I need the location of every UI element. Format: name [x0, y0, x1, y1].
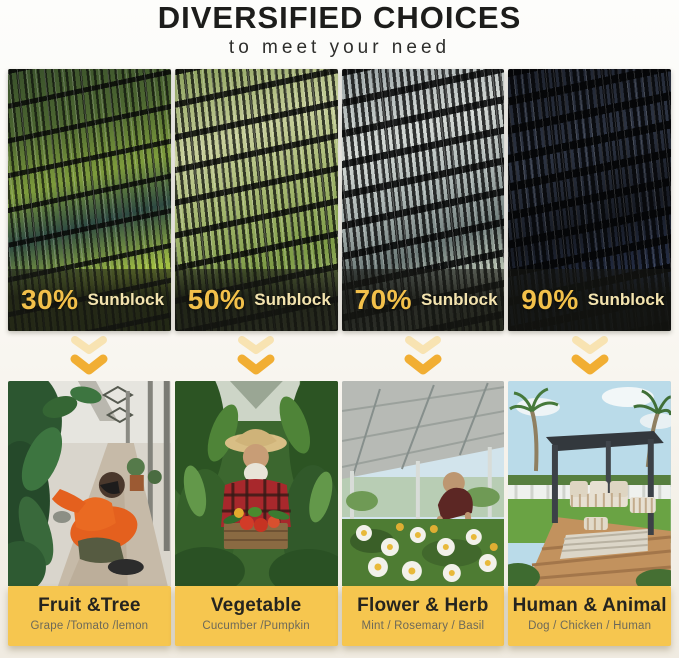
use-case-subtitle: Grape /Tomato /lemon — [30, 620, 149, 632]
use-case-vegetable — [175, 381, 338, 646]
double-chevron-down-icon — [8, 334, 171, 378]
sunblock-caption-70 — [342, 269, 505, 331]
use-case-title: Flower & Herb — [357, 595, 489, 616]
use-case-subtitle: Mint / Rosemary / Basil — [361, 620, 485, 632]
sunblock-label: Sunblock — [421, 290, 498, 309]
use-case-card-flower-herb — [342, 586, 505, 646]
shade-net-sample-70 — [342, 69, 505, 331]
double-chevron-down-icon — [175, 334, 338, 378]
header — [0, 0, 679, 60]
sunblock-caption-30 — [8, 269, 171, 331]
use-case-title: Human & Animal — [512, 595, 667, 616]
shade-net-sample-50 — [175, 69, 338, 331]
sunblock-caption-90 — [508, 269, 671, 331]
sunblock-label: Sunblock — [254, 290, 331, 309]
use-case-subtitle: Cucumber /Pumpkin — [202, 620, 310, 632]
use-case-flower-herb — [342, 381, 505, 646]
use-case-card-fruit-tree — [8, 586, 171, 646]
photo-fruit-tree-greenhouse — [8, 381, 171, 586]
double-chevron-down-icon — [342, 334, 505, 378]
use-case-title: Vegetable — [210, 595, 302, 616]
shade-net-samples-row — [8, 69, 671, 331]
use-case-subtitle: Dog / Chicken / Human — [528, 620, 652, 632]
sunblock-percent: 50% — [187, 284, 246, 315]
sunblock-percent: 30% — [21, 284, 79, 315]
sunblock-label: Sunblock — [587, 290, 665, 309]
page-title: DIVERSIFIED CHOICES — [157, 0, 522, 35]
shade-net-sample-90 — [508, 69, 671, 331]
page-subtitle: to meet your need — [228, 37, 451, 58]
use-case-fruit-tree — [8, 381, 171, 646]
sunblock-label: Sunblock — [87, 290, 165, 309]
arrows-row — [0, 331, 679, 381]
photo-flower-beds-under-shade-canopy — [342, 381, 505, 586]
use-case-human-animal — [508, 381, 671, 646]
use-cases-row — [0, 381, 679, 646]
use-case-card-vegetable — [175, 586, 338, 646]
use-case-title: Fruit &Tree — [38, 595, 141, 616]
sunblock-percent: 90% — [521, 284, 579, 315]
photo-pergola-patio-backyard — [508, 381, 671, 586]
double-chevron-down-icon — [508, 334, 671, 378]
use-case-card-human-animal — [508, 586, 671, 646]
photo-farmer-vegetable-crate — [175, 381, 338, 586]
sunblock-percent: 70% — [354, 284, 413, 315]
shade-net-sample-30 — [8, 69, 171, 331]
sunblock-caption-50 — [175, 269, 338, 331]
